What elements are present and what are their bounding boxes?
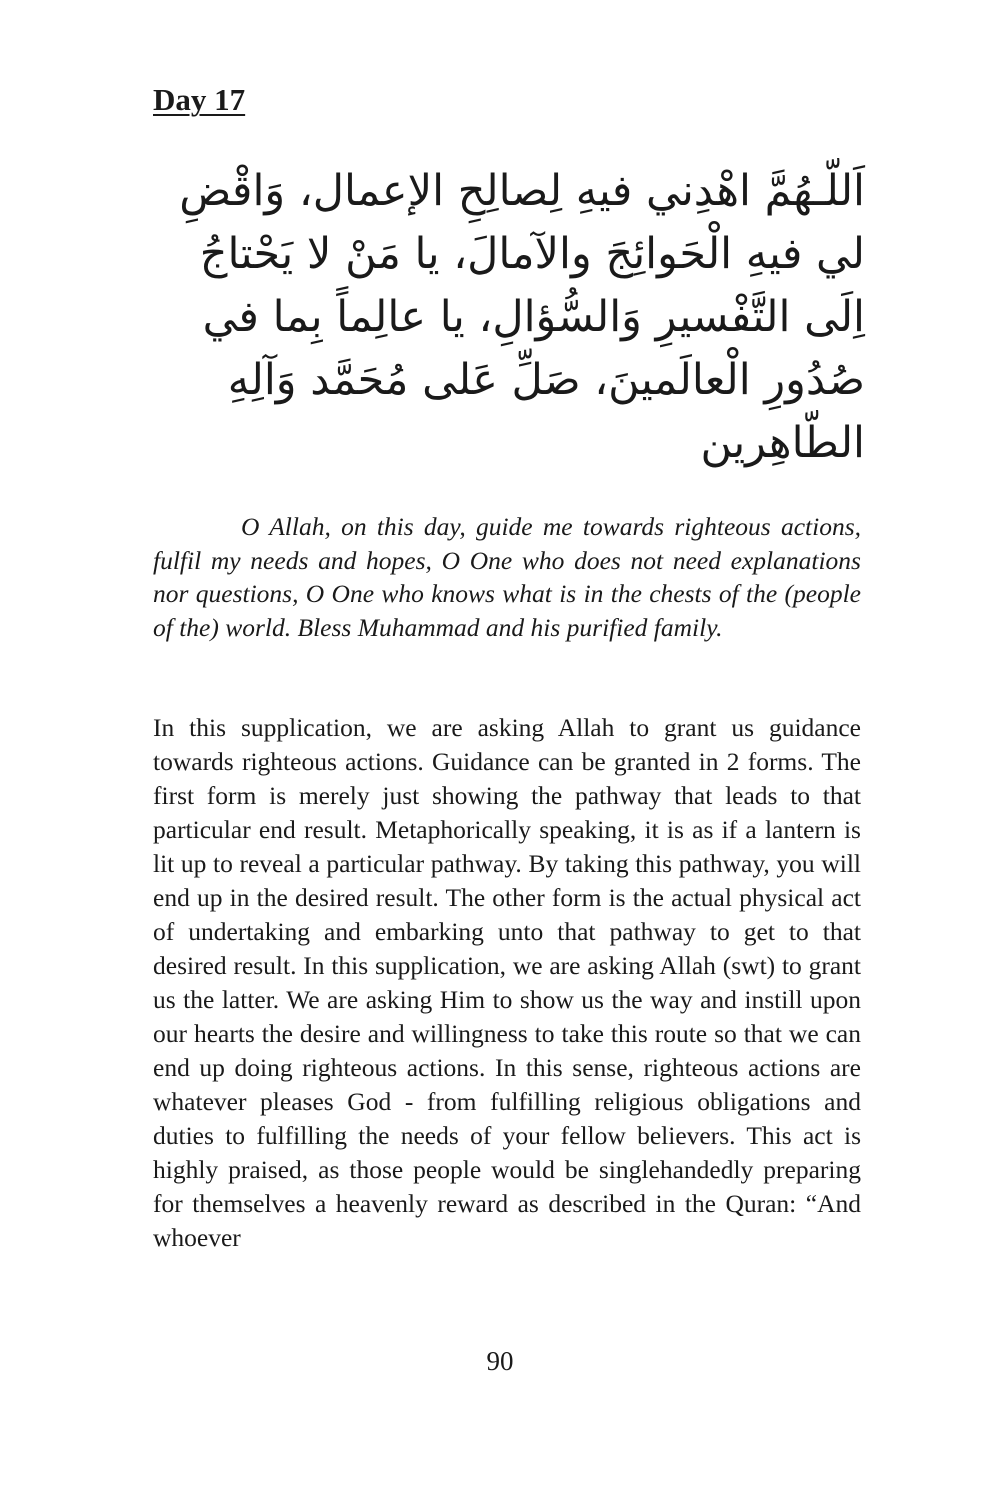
arabic-line: صُدُورِ الْعالَمينَ، صَلِّ عَلى مُحَمَّد وَآلِهِ [227,355,865,405]
arabic-line: اِلَى التَّفْسيرِ وَالسُّؤالِ، يا عالِماً بِما في [202,292,865,342]
arabic-line: اَللّـهُمَّ اهْدِني فيهِ لِصالِحِ الإعمال، وَاقْضِ [179,166,865,216]
page-number: 90 [486,1346,514,1376]
arabic-line: لي فيهِ الْحَوائِجَ والآمالَ، يا مَنْ لا يَحْتاجُ [199,229,865,279]
arabic-supplication [150,160,865,475]
day-heading: Day 17 [153,82,246,117]
arabic-line: الطّاهِرين [700,418,865,468]
commentary-paragraph: In this supplication, we are asking Allah to grant us guidance towards righteous actions. Guidance can be granted in 2 forms. The first form is merely just showing the pathway that leads to that particular end result. Metaphorically speaking, it is as if a lantern is lit up to reveal a particular pathway. By taking this pathway, you will end up in the desired result. The other form is the actual physical act of undertaking and embarking unto that pathway to get to that desired result. In this supplication, we are asking Allah (swt) to grant us the latter. We are asking Him to show us the way and instill upon our hearts the desire and willingness to take this route so that we can end up doing righteous actions. In this sense, righteous actions are whatever pleases God - from fulfilling religious obligations and duties to fulfilling the needs of your fellow believers. This act is highly praised, as those people would be singlehandedly preparing for themselves a heavenly reward as described in the Quran: “And whoever [153,713,861,1252]
english-translation: O Allah, on this day, guide me towards righteous actions, fulfil my needs and hopes, O One who does not need explanations nor questions, O One who knows what is in the chests of the (people of the) world. Bless Muhammad and his purified family. [153,512,861,642]
